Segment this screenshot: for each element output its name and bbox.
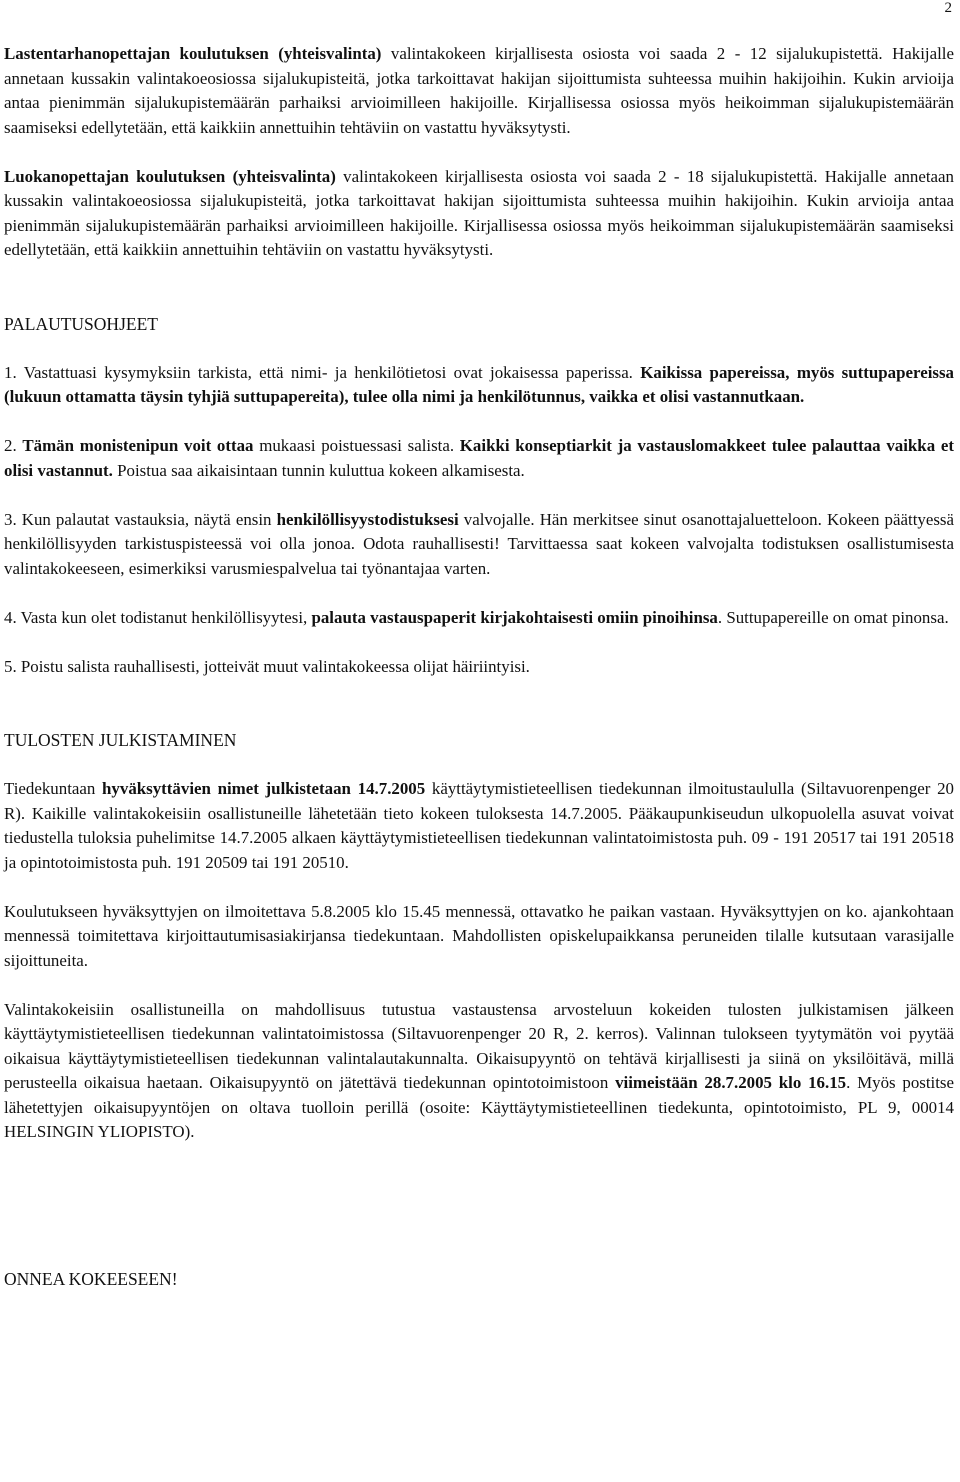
tulosten-p3-bold: viimeistään 28.7.2005 klo 16.15: [615, 1073, 847, 1092]
tulosten-p3-text-a: Valintakokeisiin osallistuneilla on mahdollisuus tutustua vastaustensa arvosteluun kokeiden tulosten julkistamisen jälkeen käyttäytymistieteellisen tiedekunnan valintatoimistossa (Siltavuorenpenger 20 R, 2. kerros). Valinnan tulokseen tyytymätön voi pyytää oikaisua käyttäytymistieteellisen tiedekunnan valintalautakunnalta. Oikaisupyyntö on tehtävä kirjallisesti ja siinä on yksilöitävä, millä perusteella oikaisua haetaan. Oikaisupyyntö on jätettävä tiedekunnan opintotoimistoon: [4, 999, 954, 1092]
palautus-item-4-bold: palauta vastauspaperit kirjakohtaisesti omiin pinoihinsa: [311, 607, 718, 627]
tulosten-heading: TULOSTEN JULKISTAMINEN: [4, 730, 237, 750]
palautus-item-2: [4, 434, 954, 483]
palautus-item-2-bold-a: Tämän monistenipun voit ottaa: [22, 436, 254, 455]
palautus-item-2-text-a: mukaasi poistuessasi salista.: [259, 436, 455, 455]
palautus-item-4-text-a: 4. Vasta kun olet todistanut henkilöllisyytesi,: [4, 607, 308, 627]
tulosten-p1-bold: hyväksyttävien nimet julkistetaan 14.7.2005: [102, 779, 426, 798]
palautus-item-5: 5. Poistu salista rauhallisesti, jotteivät muut valintakokeessa olijat häiriintyisi.: [4, 656, 530, 676]
tulosten-paragraph-2: Koulutukseen hyväksyttyjen on ilmoitettava 5.8.2005 klo 15.45 mennessä, ottavatko he paikan vastaan. Hyväksyttyjen on ko. ajankohtaan mennessä toimitettava kirjoittautumisasiakirjansa tiedekuntaan. Mahdollisten opiskelupaikkansa peruneiden tilalle kutsutaan varasijalle sijoittuneita.: [4, 901, 954, 970]
closing-text: ONNEA KOKEESEEN!: [4, 1268, 178, 1289]
intro-luokan-paragraph: [4, 165, 954, 263]
palautus-item-3-text-b: valvojalle. Hän merkitsee sinut osanottajaluetteloon. Kokeen päättyessä henkilöllisyyden tarkistuspisteessä voi olla jonoa. Odota rauhallisesti! Tarvittaessa saat kokeen valvojalta todistuksen osallistumisesta valintakokeeseen, esimerkiksi varusmiespalvelua tai työnantajaa varten.: [4, 509, 954, 578]
palautus-item-4: [4, 606, 954, 631]
intro-lastentarha-lead: Lastentarhanopettajan koulutuksen (yhteisvalinta): [4, 44, 382, 63]
palautus-item-3-bold: henkilöllisyystodistuksesi: [276, 509, 459, 529]
tulosten-p3-text-b: . Myös postitse lähetettyjen oikaisupyyntöjen on oltava tuolloin perillä (osoite: Käyttäytymistieteellinen tiedekunta, opintotoimisto, PL 9, 00014 HELSINGIN YLIOPISTO).: [4, 1073, 954, 1141]
palautus-item-1-bold: Kaikissa papereissa, myös suttupapereissa (lukuun ottamatta täysin tyhjiä suttupapereita), tulee olla nimi ja henkilötunnus, vaikka et olisi vastannutkaan.: [4, 362, 954, 406]
palautus-heading: PALAUTUSOHJEET: [4, 313, 158, 334]
palautus-item-3: [4, 508, 954, 582]
palautus-item-2-text-b: Poistua saa aikaisintaan tunnin kuluttua kokeen alkamisesta.: [117, 460, 525, 480]
intro-lastentarha-body: valintakokeen kirjallisesta osiosta voi saada 2 - 12 sijalukupistettä. Hakijalle annetaan kussakin valintakoeosiossa sijalukupisteitä, jotka tarkoittavat hakijan sijoittumista suhteessa muihin hakijoihin. Kukin arvioija antaa pienimmän sijalukupistemäärän parhaiksi arvioimilleen hakijoille. Kirjallisessa osiossa myös heikoimman sijalukupistemäärän saamiseksi edellytetään, että kaikkiin annettuihin tehtäviin on vastattu hyväksytysti.: [4, 44, 954, 137]
palautus-item-2-number: 2.: [4, 436, 17, 455]
palautus-item-1: [4, 361, 954, 410]
intro-luokan-lead: Luokanopettajan koulutuksen (yhteisvalinta): [4, 166, 336, 186]
tulosten-paragraph-1: [4, 777, 954, 875]
tulosten-p1-text-a: Tiedekuntaan: [4, 779, 96, 798]
page-number: 2: [944, 0, 952, 16]
palautus-item-3-text-a: 3. Kun palautat vastauksia, näytä ensin: [4, 509, 272, 529]
tulosten-p1-text-b: käyttäytymistieteellisen tiedekunnan ilmoitustaululla (Siltavuorenpenger 20 R). Kaikille valintakokeisiin osallistuneille lähetetään tieto kokeen tuloksesta 14.7.2005. Pääkaupunkiseudun ulkopuolella asuvat voivat tiedustella tuloksia puhelimitse 14.7.2005 alkaen käyttäytymistieteellisen tiedekunnan valintatoimistosta puh. 09 - 191 20517 tai 191 20518 ja opintotoimistosta puh. 191 20509 tai 191 20510.: [4, 779, 954, 872]
palautus-item-1-text: 1. Vastattuasi kysymyksiin tarkista, että nimi- ja henkilötietosi ovat jokaisessa paperissa.: [4, 362, 633, 382]
intro-luokan-body: valintakokeen kirjallisesta osiosta voi saada 2 - 18 sijalukupistettä. Hakijalle annetaan kussakin valintakoeosiossa sijalukupisteitä, jotka tarkoittavat hakijan sijoittumista suhteessa muihin hakijoihin. Kukin arvioija antaa pienimmän sijalukupistemäärän parhaiksi arvioimilleen hakijoille. Kirjallisessa osiossa myös heikoimman sijalukupistemäärän saamiseksi edellytetään, että kaikkiin annettuihin tehtäviin on vastattu hyväksytysti.: [4, 166, 954, 259]
intro-lastentarha-paragraph: [4, 42, 954, 140]
tulosten-paragraph-3: [4, 998, 954, 1145]
palautus-item-4-text-b: . Suttupapereille on omat pinonsa.: [717, 607, 949, 627]
palautus-item-2-bold-b: Kaikki konseptiarkit ja vastauslomakkeet tulee palauttaa vaikka et olisi vastannut.: [4, 436, 954, 480]
document-body: [4, 42, 954, 1291]
